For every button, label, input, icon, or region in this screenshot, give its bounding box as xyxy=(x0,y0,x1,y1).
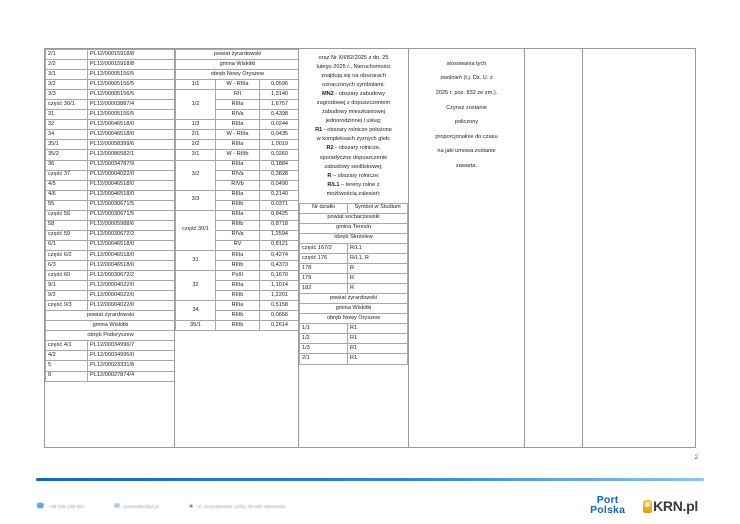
cell-parcel-number: 182 xyxy=(300,284,348,294)
paragraph-line: MN2 - obszary zabudowy xyxy=(321,91,386,98)
paragraph-line: Czynsz zostanie xyxy=(446,104,487,111)
paragraph-line: proporcjonalnie do czasu xyxy=(435,133,498,140)
cell-parcel-number: 2/2 xyxy=(176,140,216,150)
table-row xyxy=(46,291,176,301)
cell-parcel-number: 2/1 xyxy=(300,354,348,364)
footer xyxy=(36,492,704,520)
cell-parcel-number: 9/1 xyxy=(46,281,88,291)
port-polska-line2: Polska xyxy=(590,504,626,516)
cell-area-ha: 0,0260 xyxy=(260,150,300,160)
cell-area-ha: 1,2201 xyxy=(260,291,300,301)
cell-area-ha: 0,0666 xyxy=(260,311,300,321)
cell-parcel-number: 4/5 xyxy=(46,180,88,190)
table-group-header-row xyxy=(300,294,408,304)
symbol-code: MN2 xyxy=(321,91,334,98)
cell-land-register-number: PL12/00005156/5 xyxy=(88,110,176,120)
cell-group-header: powiat sochaczewski xyxy=(300,213,408,223)
cell-area-ha: 0,0371 xyxy=(260,200,300,210)
table-row xyxy=(46,371,176,381)
table-row xyxy=(46,70,176,80)
cell-soil-class: RIVa xyxy=(216,170,260,180)
cell-land-register-number: PL12/00015918/8 xyxy=(88,50,176,60)
cell-soil-class: W - RIIIb xyxy=(216,150,260,160)
table-row xyxy=(176,321,300,331)
table-group-header-row xyxy=(46,331,176,341)
cell-soil-class: RIIIb xyxy=(216,321,260,331)
cell-soil-class: RIIIb xyxy=(216,291,260,301)
cell-parcel-number: 178 xyxy=(300,264,348,274)
cell-parcel-number: 34 xyxy=(176,301,216,321)
cell-parcel-number: 2/1 xyxy=(176,130,216,140)
cell-parcel-number: 1/3 xyxy=(300,344,348,354)
paragraph-line: R/L1 – tereny rolne z xyxy=(327,181,380,188)
symbol-code: R xyxy=(327,172,332,179)
cell-area-ha: 1,3140 xyxy=(260,90,300,100)
table-row xyxy=(176,80,300,90)
cell-parcel-number: 34 xyxy=(46,130,88,140)
paragraph-line: na jaki umowa zostanie xyxy=(437,148,496,155)
table-row xyxy=(46,50,176,60)
phone-icon: ☎ xyxy=(36,502,45,510)
cell-land-register-number: PL12/00086582/1 xyxy=(88,150,176,160)
paragraph-line: stosowania tych xyxy=(446,60,487,67)
paragraph-line: zawarta. xyxy=(455,163,478,170)
cell-study-symbol: R1 xyxy=(348,334,408,344)
cell-parcel-number: 58 xyxy=(46,220,88,230)
cell-parcel-number: 2/2 xyxy=(46,60,88,70)
cell-study-symbol: R1 xyxy=(348,344,408,354)
paragraph-line: R – obszary rolnicze; xyxy=(327,172,380,179)
cell-soil-class: RIIIa xyxy=(216,190,260,200)
cell-land-register-number: PL12/00030672/2 xyxy=(88,271,176,281)
cell-group-header: powiat żyrardowski xyxy=(46,311,176,321)
cell-area-ha: 0,4274 xyxy=(260,250,300,260)
footer-email[interactable] xyxy=(114,503,159,510)
cell-area-ha: 0,4398 xyxy=(260,110,300,120)
cell-soil-class: W - RIIIa xyxy=(216,130,260,140)
table-row xyxy=(176,210,300,220)
cell-group-header: obręb Nowy Oryszew xyxy=(176,70,300,80)
cell-parcel-number: część 56 xyxy=(46,210,88,220)
table-group-header-row xyxy=(46,321,176,331)
cell-group-header: gmina Wiskitki xyxy=(46,321,176,331)
table-row xyxy=(46,130,176,140)
cell-parcel-number: 31 xyxy=(46,110,88,120)
table-group-header-row xyxy=(300,304,408,314)
table-row xyxy=(46,260,176,270)
table-row xyxy=(46,100,176,110)
cell-parcel-number: 6/1 xyxy=(46,240,88,250)
column-empty-narrow xyxy=(525,49,583,447)
cell-area-ha: 0,8121 xyxy=(260,240,300,250)
table-row xyxy=(46,80,176,90)
cell-land-register-number: PL12/00004022/0 xyxy=(88,281,176,291)
table-row xyxy=(46,120,176,130)
paragraph-line: zagrodowej z dopuszczeniem xyxy=(316,100,391,107)
cell-parcel-number: 36 xyxy=(46,160,88,170)
table-row xyxy=(300,264,408,274)
cell-soil-class: RIVb xyxy=(216,180,260,190)
table-row xyxy=(176,90,300,100)
cell-area-ha: 1,2594 xyxy=(260,230,300,240)
column-parcel-land-register xyxy=(45,49,175,447)
cell-study-symbol: R1 xyxy=(348,324,408,334)
symbol-code: R/L1 xyxy=(327,181,340,188)
cell-soil-class: RIIIb xyxy=(216,220,260,230)
cell-group-header: gmina Wiskitki xyxy=(176,60,300,70)
table-row xyxy=(46,361,176,371)
table-row xyxy=(176,140,300,150)
krn-watermark-text: KRN.pl xyxy=(653,498,698,514)
cell-area-ha: 0,2140 xyxy=(260,190,300,200)
cell-land-register-number: PL12/00034787/9 xyxy=(88,160,176,170)
cell-parcel-number: 31 xyxy=(176,250,216,270)
paragraph-line: sporadyczne dopuszczenie xyxy=(319,154,388,161)
cell-soil-class: RIIIb xyxy=(216,200,260,210)
planning-description-text xyxy=(299,49,408,199)
cell-land-register-number: PL12/00030671/5 xyxy=(88,200,176,210)
table-group-header-row xyxy=(300,223,408,233)
rent-exemption-text xyxy=(409,49,524,171)
paragraph-line: w kompleksach żyznych gleb; xyxy=(316,136,391,143)
cell-group-header: obręb Nowy Oryszew xyxy=(300,314,408,324)
cell-land-register-number: PL12/00005156/5 xyxy=(88,70,176,80)
cell-group-header: powiat żyrardowski xyxy=(300,294,408,304)
cell-parcel-number: część 30/1 xyxy=(46,100,88,110)
table-row xyxy=(300,344,408,354)
cell-land-register-number: PL12/00003887/4 xyxy=(88,100,176,110)
paragraph-line: zwolnień (t.j. Dz. U. z xyxy=(440,75,493,82)
cell-land-register-number: PL12/00046518/0 xyxy=(88,260,176,270)
cell-parcel-number: część 37 xyxy=(46,170,88,180)
cell-area-ha: 1,0019 xyxy=(260,140,300,150)
table-row xyxy=(46,190,176,200)
cell-land-register-number: PL12/00015918/8 xyxy=(88,60,176,70)
cell-parcel-number: 4/6 xyxy=(46,190,88,200)
footer-address[interactable] xyxy=(189,503,286,510)
krn-logo-icon xyxy=(643,500,652,513)
table-parcel-land-register xyxy=(45,49,175,382)
symbol-code: R2 xyxy=(326,145,334,152)
cell-land-register-number: PL12/00027874/4 xyxy=(88,371,176,381)
port-polska-line1: Port xyxy=(596,494,619,507)
paragraph-line: jednorodzinnej i usług; xyxy=(325,118,382,125)
cell-parcel-number: 32 xyxy=(46,120,88,130)
cell-soil-class: RIIIa xyxy=(216,250,260,260)
footer-address-text: ul. Jerozolimskie 14/56, 00-000 Warszawa xyxy=(197,503,286,509)
cell-area-ha: 0,3828 xyxy=(260,170,300,180)
cell-parcel-number: 1/1 xyxy=(176,80,216,90)
cell-soil-class: PsIII xyxy=(216,271,260,281)
table-row xyxy=(46,170,176,180)
cell-parcel-number: 4/2 xyxy=(46,351,88,361)
cell-study-symbol: R/L1, R xyxy=(348,253,408,263)
cell-study-symbol: R/L1 xyxy=(348,243,408,253)
header-plot-number: Nr działki xyxy=(300,203,348,213)
table-row xyxy=(46,60,176,70)
cell-group-header: gmina Wiskitki xyxy=(300,304,408,314)
paragraph-line: znajdują się na obszarach xyxy=(321,73,386,80)
table-row xyxy=(46,281,176,291)
cell-group-header: gmina Teresin xyxy=(300,223,408,233)
table-row xyxy=(176,250,300,260)
cell-parcel-number: 32 xyxy=(176,271,216,301)
cell-area-ha: 0,1884 xyxy=(260,160,300,170)
table-row xyxy=(300,324,408,334)
cell-parcel-number: 3/1 xyxy=(176,150,216,160)
cell-land-register-number: PL12/00058399/6 xyxy=(88,140,176,150)
column-soil-class-area xyxy=(175,49,299,447)
cell-land-register-number: PL12/00046518/0 xyxy=(88,250,176,260)
paragraph-line: R2 - obszary rolnicze, xyxy=(326,145,381,152)
header-study-symbol: Symbol w Studium xyxy=(348,203,408,213)
table-row xyxy=(46,271,176,281)
cell-area-ha: 0,8718 xyxy=(260,220,300,230)
cell-land-register-number: PL12/00023331/8 xyxy=(88,361,176,371)
cell-parcel-number: 8 xyxy=(46,371,88,381)
cell-land-register-number: PL12/00034995/0 xyxy=(88,351,176,361)
cell-area-ha: 0,0490 xyxy=(260,180,300,190)
table-row xyxy=(46,90,176,100)
paragraph-line: oraz Nr XII/82/2025 z dn. 25 xyxy=(318,55,389,61)
table-row xyxy=(176,160,300,170)
cell-study-symbol: R xyxy=(348,284,408,294)
table-row xyxy=(46,150,176,160)
cell-parcel-number: część 4/1 xyxy=(46,341,88,351)
cell-parcel-number: część 60 xyxy=(46,271,88,281)
cell-soil-class: RIIIa xyxy=(216,140,260,150)
envelope-icon: ✉ xyxy=(114,502,120,510)
cell-land-register-number: PL12/00030672/2 xyxy=(88,230,176,240)
cell-land-register-number: PL12/00004022/0 xyxy=(88,170,176,180)
cell-land-register-number: PL12/00005156/5 xyxy=(88,80,176,90)
cell-land-register-number: PL12/00046518/0 xyxy=(88,240,176,250)
table-row xyxy=(300,243,408,253)
table-row xyxy=(46,240,176,250)
cell-parcel-number: 6/3 xyxy=(46,260,88,270)
table-group-header-row xyxy=(300,314,408,324)
cell-parcel-number: 3/3 xyxy=(176,190,216,210)
cell-group-header: obręb Skrzelew xyxy=(300,233,408,243)
table-row xyxy=(46,301,176,311)
cell-area-ha: 0,8425 xyxy=(260,210,300,220)
table-row xyxy=(46,341,176,351)
cell-parcel-number: 1/2 xyxy=(300,334,348,344)
cell-land-register-number: PL12/00046518/0 xyxy=(88,180,176,190)
cell-soil-class: W - RIIIa xyxy=(216,80,260,90)
cell-parcel-number: 3/1 xyxy=(46,70,88,80)
cell-parcel-number: część 9/3 xyxy=(46,301,88,311)
cell-land-register-number: PL12/00005988/6 xyxy=(88,220,176,230)
cell-parcel-number: 35/2 xyxy=(46,150,88,160)
cell-land-register-number: PL12/00046518/0 xyxy=(88,190,176,200)
cell-parcel-number: 3/2 xyxy=(176,160,216,190)
cell-area-ha: 1,6757 xyxy=(260,100,300,110)
cell-parcel-number: część 59 xyxy=(46,230,88,240)
cell-area-ha: 1,1014 xyxy=(260,281,300,291)
document-outer-table xyxy=(44,48,696,448)
table-header-row xyxy=(300,203,408,213)
table-row xyxy=(300,284,408,294)
table-group-header-row xyxy=(46,311,176,321)
cell-soil-class: RIIIa xyxy=(216,301,260,311)
footer-divider xyxy=(36,478,704,481)
paragraph-line: zabudowy siedliskowej; xyxy=(324,163,383,170)
krn-watermark xyxy=(643,499,698,513)
cell-land-register-number: PL12/00034996/7 xyxy=(88,341,176,351)
table-row xyxy=(300,334,408,344)
table-row xyxy=(300,253,408,263)
paragraph-line: policzony xyxy=(454,119,479,126)
table-row xyxy=(46,180,176,190)
table-row xyxy=(176,301,300,311)
cell-parcel-number: 55 xyxy=(46,200,88,210)
table-group-header-row xyxy=(176,60,300,70)
cell-land-register-number: PL12/00030671/5 xyxy=(88,210,176,220)
cell-land-register-number: PL12/00046518/0 xyxy=(88,130,176,140)
cell-parcel-number: 3/3 xyxy=(46,90,88,100)
table-group-header-row xyxy=(176,50,300,60)
cell-parcel-number: 35/1 xyxy=(46,140,88,150)
cell-soil-class: RIVa xyxy=(216,110,260,120)
cell-soil-class: RIIIa xyxy=(216,100,260,110)
table-soil-class-area xyxy=(175,49,299,331)
column-rent-exemption-note xyxy=(409,49,525,447)
cell-area-ha: 0,1670 xyxy=(260,271,300,281)
page-number: 2 xyxy=(694,455,698,461)
table-row xyxy=(176,190,300,200)
symbol-code: R1 xyxy=(315,127,323,134)
cell-land-register-number: PL12/00005156/5 xyxy=(88,90,176,100)
port-polska-logo xyxy=(590,496,625,516)
cell-parcel-number: część 167/2 xyxy=(300,243,348,253)
table-row xyxy=(46,200,176,210)
cell-soil-class: RIIIa xyxy=(216,160,260,170)
footer-email-text: pomorskie@pl.pl xyxy=(123,503,159,509)
table-row xyxy=(46,351,176,361)
cell-study-symbol: R xyxy=(348,264,408,274)
table-row xyxy=(46,220,176,230)
cell-parcel-number: 179 xyxy=(300,274,348,284)
cell-parcel-number: część 30/1 xyxy=(176,210,216,250)
table-row xyxy=(176,120,300,130)
cell-study-symbol: R xyxy=(348,274,408,284)
cell-area-ha: 0,5158 xyxy=(260,301,300,311)
table-row xyxy=(46,160,176,170)
cell-soil-class: RIIIa xyxy=(216,281,260,291)
cell-group-header: powiat żyrardowski xyxy=(176,50,300,60)
cell-soil-class: RIIIa xyxy=(216,120,260,130)
table-row xyxy=(300,274,408,284)
cell-parcel-number: 5 xyxy=(46,361,88,371)
cell-parcel-number: część 176 xyxy=(300,253,348,263)
cell-study-symbol: R1 xyxy=(348,354,408,364)
table-row xyxy=(46,140,176,150)
column-empty-wide xyxy=(583,49,695,447)
table-row xyxy=(176,130,300,140)
table-group-header-row xyxy=(176,70,300,80)
table-row xyxy=(46,210,176,220)
cell-area-ha: 0,2614 xyxy=(260,321,300,331)
cell-parcel-number: część 6/2 xyxy=(46,250,88,260)
table-row xyxy=(176,271,300,281)
paragraph-line: oznaczonych symbolami: xyxy=(322,82,385,89)
cell-soil-class: RIVa xyxy=(216,230,260,240)
cell-soil-class: RIIIb xyxy=(216,260,260,270)
table-row xyxy=(46,250,176,260)
cell-land-register-number: PL12/00004022/0 xyxy=(88,301,176,311)
cell-parcel-number: 9/2 xyxy=(46,291,88,301)
cell-land-register-number: PL12/00004022/0 xyxy=(88,291,176,301)
cell-parcel-number: 1/2 xyxy=(176,90,216,120)
cell-parcel-number: 35/1 xyxy=(176,321,216,331)
cell-group-header: obręb Podoryszew xyxy=(46,331,176,341)
paragraph-line: 2025 r. poz. 832 ze zm.). xyxy=(435,89,498,96)
table-row xyxy=(46,230,176,240)
table-study-symbols xyxy=(299,203,408,365)
table-group-header-row xyxy=(300,213,408,223)
table-row xyxy=(300,354,408,364)
cell-parcel-number: 3/2 xyxy=(46,80,88,90)
cell-area-ha: 0,4373 xyxy=(260,260,300,270)
paragraph-line: zabudowy mieszkaniowej xyxy=(321,109,386,116)
cell-area-ha: 0,0596 xyxy=(260,80,300,90)
cell-area-ha: 0,0244 xyxy=(260,120,300,130)
column-planning-description xyxy=(299,49,409,447)
paragraph-line: R1 - obszary rolnicze położone xyxy=(315,127,392,134)
cell-parcel-number: 1/1 xyxy=(300,324,348,334)
cell-soil-class: RII xyxy=(216,90,260,100)
cell-soil-class: RIIIa xyxy=(216,210,260,220)
cell-soil-class: RIIIb xyxy=(216,311,260,321)
footer-phone[interactable] xyxy=(36,503,84,510)
paragraph-line: możliwością zalesień; xyxy=(326,190,381,197)
location-pin-icon: ● xyxy=(188,502,194,510)
footer-phone-text: +48 539 188 684 xyxy=(48,503,85,509)
cell-parcel-number: 2/1 xyxy=(46,50,88,60)
cell-parcel-number: 1/3 xyxy=(176,120,216,130)
table-row xyxy=(46,110,176,120)
table-group-header-row xyxy=(300,233,408,243)
table-row xyxy=(176,150,300,160)
cell-area-ha: 0,0435 xyxy=(260,130,300,140)
paragraph-line: lutego 2025 r., Nieruchomości xyxy=(316,64,391,71)
cell-land-register-number: PL12/00046518/0 xyxy=(88,120,176,130)
cell-soil-class: RV xyxy=(216,240,260,250)
